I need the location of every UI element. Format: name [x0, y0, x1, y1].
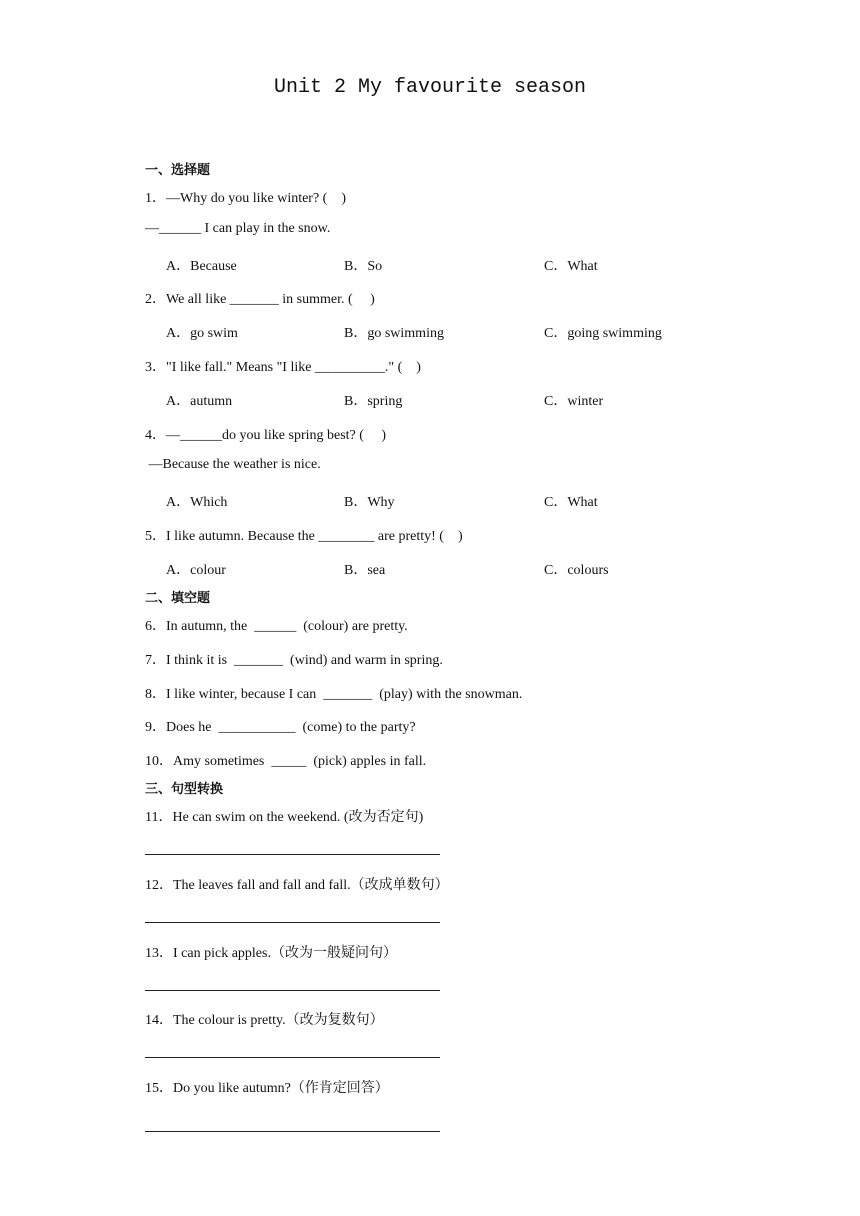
question-10: 10．Amy sometimes _____ (pick) apples in fall.: [145, 754, 427, 769]
question-7: 7．I think it is _______ (wind) and warm in spring.: [145, 653, 443, 668]
q5-option-a: A．colour: [166, 563, 226, 578]
q1-option-a: A．Because: [166, 259, 237, 274]
q2-option-c: C．going swimming: [544, 326, 662, 341]
question-2: 2．We all like _______ in summer. ( ): [145, 292, 375, 307]
q1-option-c: C．What: [544, 259, 598, 274]
q4-option-a: A．Which: [166, 495, 228, 510]
question-8: 8．I like winter, because I can _______ (play) with the snowman.: [145, 687, 523, 702]
q5-option-c: C．colours: [544, 563, 609, 578]
question-3: 3．"I like fall." Means "I like __________." ( ): [145, 360, 421, 375]
q1-option-b: B．So: [344, 259, 383, 274]
q2-option-a: A．go swim: [166, 326, 238, 341]
answer-line-13: [145, 990, 440, 991]
question-15: 15．Do you like autumn?（作肯定回答）: [145, 1081, 389, 1096]
q3-option-a: A．autumn: [166, 394, 233, 409]
question-12: 12．The leaves fall and fall and fall.（改成单数句）: [145, 878, 449, 893]
question-1-response: —______ I can play in the snow.: [145, 221, 331, 236]
answer-line-14: [145, 1057, 440, 1058]
question-13: 13．I can pick apples.（改为一般疑问句）: [145, 946, 397, 961]
answer-line-11: [145, 854, 440, 855]
section-heading-transform: 三、句型转换: [145, 782, 224, 797]
q4-option-b: B．Why: [344, 495, 395, 510]
question-11: 11．He can swim on the weekend. (改为否定句): [145, 810, 424, 825]
question-9: 9．Does he ___________ (come) to the party?: [145, 720, 416, 735]
question-6: 6．In autumn, the ______ (colour) are pretty.: [145, 619, 408, 634]
q5-option-b: B．sea: [344, 563, 386, 578]
question-4: 4．—______do you like spring best? ( ): [145, 428, 387, 443]
q3-option-c: C．winter: [544, 394, 604, 409]
question-1: 1．—Why do you like winter? ( ): [145, 191, 347, 206]
question-4-response: —Because the weather is nice.: [145, 457, 321, 472]
question-14: 14．The colour is pretty.（改为复数句）: [145, 1013, 384, 1028]
q4-option-c: C．What: [544, 495, 598, 510]
answer-line-15: [145, 1131, 440, 1132]
question-5: 5．I like autumn. Because the ________ are pretty! ( ): [145, 529, 463, 544]
q2-option-b: B．go swimming: [344, 326, 444, 341]
section-heading-choice: 一、选择题: [145, 163, 211, 178]
page-title: Unit 2 My favourite season: [273, 76, 587, 99]
section-heading-fill: 二、填空题: [145, 591, 211, 606]
answer-line-12: [145, 922, 440, 923]
q3-option-b: B．spring: [344, 394, 403, 409]
